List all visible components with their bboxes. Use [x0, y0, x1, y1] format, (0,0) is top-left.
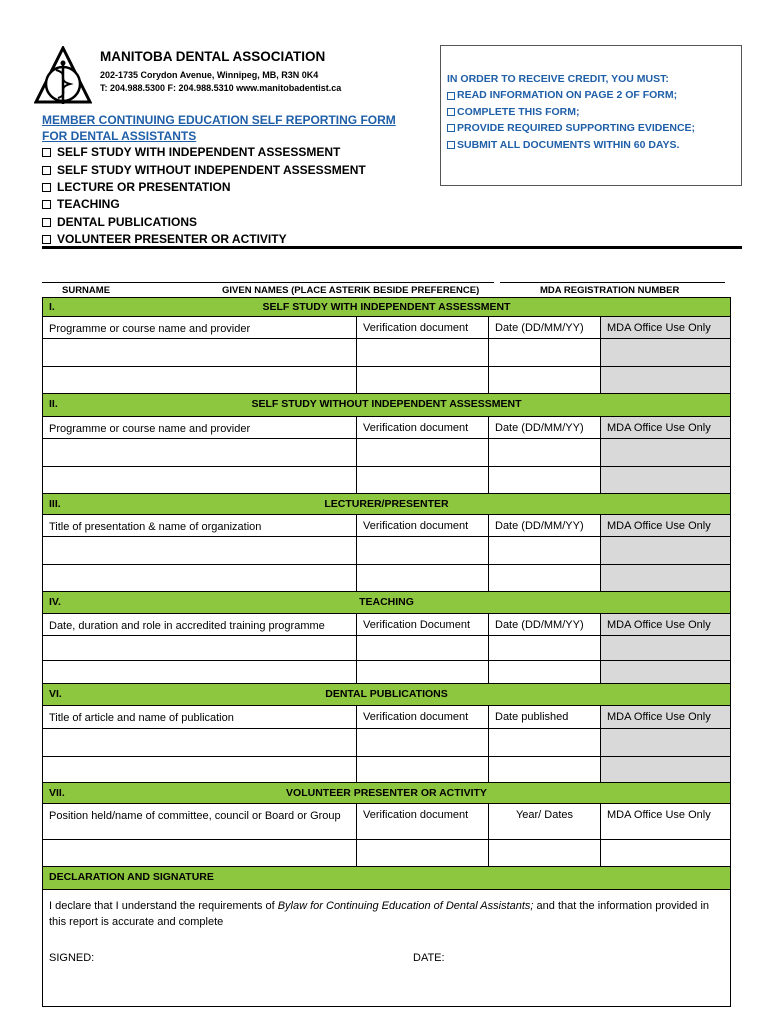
- checkbox-icon: [447, 124, 455, 132]
- section-header: IV. TEACHING: [43, 592, 730, 614]
- section-header: VI. DENTAL PUBLICATIONS: [43, 684, 730, 706]
- org-name: MANITOBA DENTAL ASSOCIATION: [100, 49, 326, 64]
- form-title-line2: FOR DENTAL ASSISTANTS: [42, 129, 197, 143]
- mda-number-label: MDA REGISTRATION NUMBER: [540, 285, 680, 296]
- org-address: 202-1735 Corydon Avenue, Winnipeg, MB, R3N 0K4: [100, 70, 319, 80]
- credit-item: PROVIDE REQUIRED SUPPORTING EVIDENCE;: [447, 120, 695, 136]
- table-header-row: Title of article and name of publication Verification document Date published MDA Office Use Only: [43, 706, 730, 729]
- form-title-line1: MEMBER CONTINUING EDUCATION SELF REPORTING FORM: [42, 113, 396, 127]
- checkbox[interactable]: [42, 166, 51, 175]
- credit-heading: IN ORDER TO RECEIVE CREDIT, YOU MUST:: [447, 73, 669, 85]
- table-row[interactable]: [43, 565, 730, 592]
- checkbox[interactable]: [42, 235, 51, 244]
- name-input-line[interactable]: [42, 282, 494, 283]
- table-header-row: Programme or course name and provider Verification document Date (DD/MM/YY) MDA Office Use Only: [43, 317, 730, 339]
- mda-logo-icon: [34, 46, 92, 110]
- checkbox-icon: [447, 108, 455, 116]
- surname-label: SURNAME: [62, 285, 111, 296]
- declaration-text: I declare that I understand the requirements of Bylaw for Continuing Education of Dental Assistants; and that the information provided in this report is accurate and complete: [49, 900, 710, 928]
- declaration-body: [43, 890, 730, 1007]
- divider: [42, 246, 742, 249]
- section-header: VII. VOLUNTEER PRESENTER OR ACTIVITY: [43, 783, 730, 804]
- checkbox[interactable]: [42, 218, 51, 227]
- table-row[interactable]: [43, 729, 730, 757]
- checkbox-icon: [447, 92, 455, 100]
- date-label: DATE:: [413, 952, 445, 964]
- table-row[interactable]: [43, 467, 730, 494]
- mda-number-input-line[interactable]: [500, 282, 725, 283]
- section-header: III. LECTURER/PRESENTER: [43, 494, 730, 515]
- table-header-row: Date, duration and role in accredited training programme Verification Document Date (DD/MM/YY) MDA Office Use Only: [43, 614, 730, 636]
- category-publications[interactable]: DENTAL PUBLICATIONS: [42, 214, 366, 231]
- ce-table: [42, 297, 731, 1007]
- credit-item: READ INFORMATION ON PAGE 2 OF FORM;: [447, 87, 695, 103]
- table-row[interactable]: [43, 339, 730, 367]
- category-teaching[interactable]: TEACHING: [42, 196, 366, 213]
- table-header-row: Position held/name of committee, council or Board or Group Verification document Year/ Dates MDA Office Use Only: [43, 804, 730, 840]
- table-header-row: Title of presentation & name of organization Verification document Date (DD/MM/YY) MDA Office Use Only: [43, 515, 730, 537]
- checkbox[interactable]: [42, 200, 51, 209]
- category-volunteer[interactable]: VOLUNTEER PRESENTER OR ACTIVITY: [42, 231, 366, 248]
- category-lecture[interactable]: LECTURE OR PRESENTATION: [42, 179, 366, 196]
- credit-item: SUBMIT ALL DOCUMENTS WITHIN 60 DAYS.: [447, 137, 695, 153]
- signed-label: SIGNED:: [49, 952, 95, 964]
- section-header: I. SELF STUDY WITH INDEPENDENT ASSESSMENT: [43, 297, 730, 317]
- declaration-header: DECLARATION AND SIGNATURE: [43, 867, 730, 890]
- category-list: [42, 144, 366, 248]
- credit-item: COMPLETE THIS FORM;: [447, 104, 695, 120]
- table-row[interactable]: [43, 439, 730, 467]
- given-names-label: GIVEN NAMES (PLACE ASTERIK BESIDE PREFERENCE): [222, 285, 480, 296]
- table-row[interactable]: [43, 661, 730, 684]
- table-row[interactable]: [43, 636, 730, 661]
- org-contact: T: 204.988.5300 F: 204.988.5310 www.manitobadentist.ca: [100, 83, 342, 93]
- category-self-study-without[interactable]: SELF STUDY WITHOUT INDEPENDENT ASSESSMENT: [42, 161, 366, 178]
- table-header-row: Programme or course name and provider Verification document Date (DD/MM/YY) MDA Office Use Only: [43, 417, 730, 439]
- checkbox[interactable]: [42, 183, 51, 192]
- table-row[interactable]: [43, 840, 730, 867]
- credit-instructions: [447, 71, 695, 153]
- table-row[interactable]: [43, 367, 730, 394]
- category-self-study-with[interactable]: SELF STUDY WITH INDEPENDENT ASSESSMENT: [42, 144, 366, 161]
- checkbox-icon: [447, 141, 455, 149]
- checkbox[interactable]: [42, 148, 51, 157]
- section-header: II. SELF STUDY WITHOUT INDEPENDENT ASSESSMENT: [43, 394, 730, 417]
- form-title: [42, 112, 412, 144]
- table-row[interactable]: [43, 537, 730, 565]
- table-row[interactable]: [43, 757, 730, 783]
